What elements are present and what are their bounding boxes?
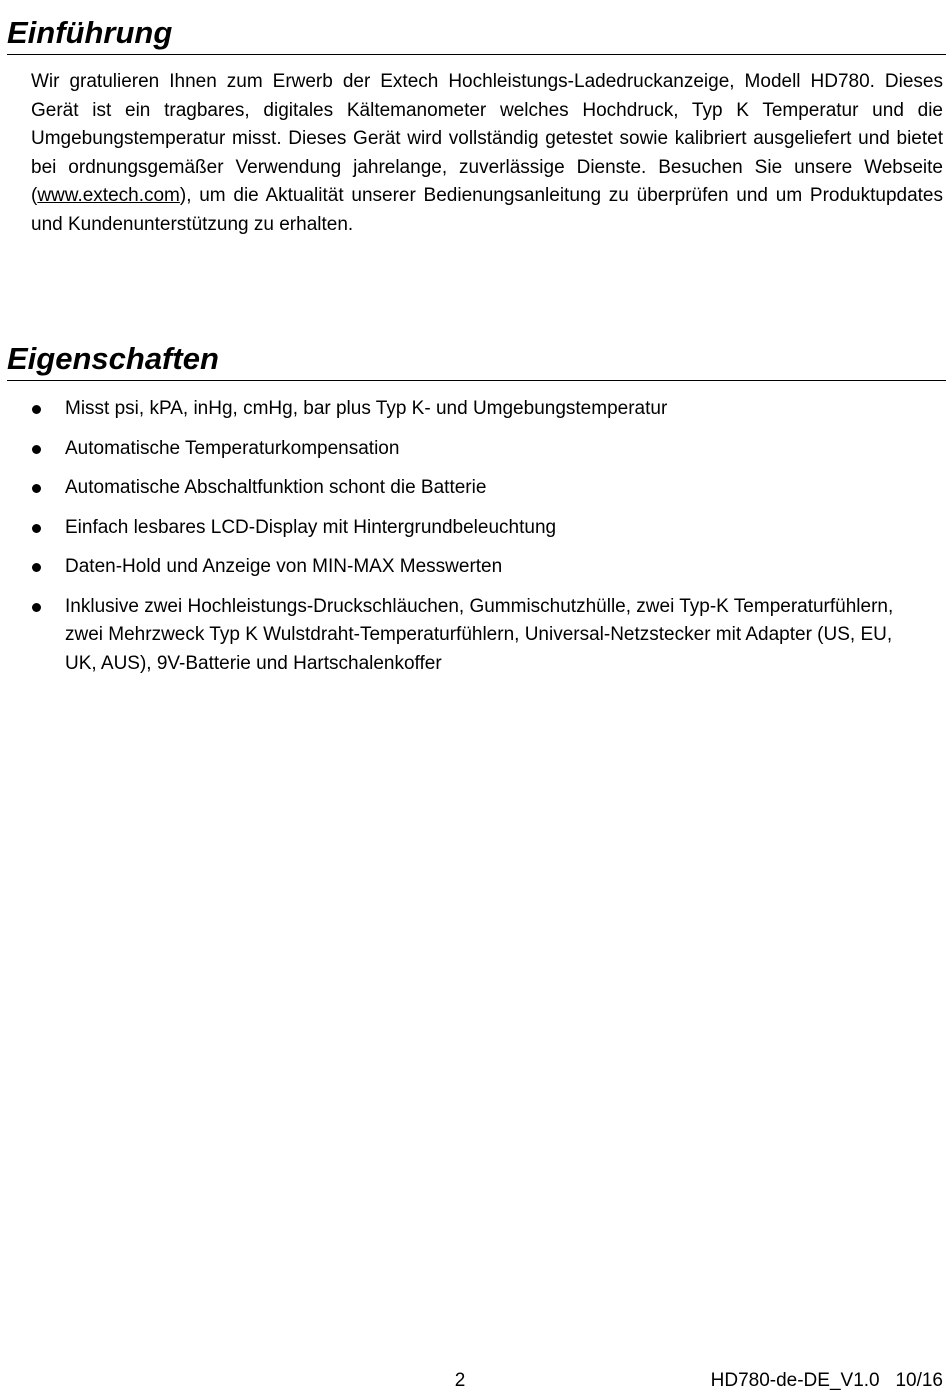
- feature-text: Einfach lesbares LCD-Display mit Hintergrundbeleuchtung: [65, 516, 557, 538]
- bullet-icon: [32, 563, 41, 572]
- features-heading: Eigenschaften: [7, 340, 946, 381]
- feature-item: [0, 395, 895, 424]
- intro-text-after-link: ), um die Aktualität unserer Bedienungsanleitung zu überprüfen und um Produktupdates und Kundenunterstützung zu erhalten.: [31, 185, 943, 235]
- feature-text: Automatische Temperaturkompensation: [65, 437, 400, 459]
- intro-heading: Einführung: [7, 14, 946, 55]
- document-code: HD780-de-DE_V1.0 10/16: [710, 1370, 943, 1391]
- features-list: [0, 395, 950, 689]
- feature-item: [0, 593, 895, 679]
- feature-text: Inklusive zwei Hochleistungs-Druckschläuchen, Gummischutzhülle, zwei Typ-K Temperaturfühlern, zwei Mehrzweck Typ K Wulstdraht-Temperaturfühlern, Universal-Netzstecker mit Adapter (US, EU, UK, AUS), 9V-Batterie und Hartschalenkoffer: [65, 595, 894, 674]
- bullet-icon: [32, 445, 41, 454]
- feature-text: Daten-Hold und Anzeige von MIN-MAX Messwerten: [65, 556, 503, 577]
- intro-text-before-link: Wir gratulieren Ihnen zum Erwerb der Extech Hochleistungs-Ladedruckanzeige, Modell HD780. Dieses Gerät ist ein tragbares, digitales Kältemanometer welches Hochdruck, Typ K Temperatur und die Umgebungstemperatur misst. Dieses Gerät wird vollständig getestet sowie kalibriert ausgeliefert und bietet bei ordnungsgemäßer Verwendung jahrelange, zuverlässige Dienste. Besuchen Sie unsere Webseite (: [31, 71, 943, 206]
- feature-item: [0, 553, 895, 582]
- feature-item: [0, 474, 895, 503]
- feature-text: Misst psi, kPA, inHg, cmHg, bar plus Typ K- und Umgebungstemperatur: [65, 398, 668, 419]
- bullet-icon: [32, 405, 41, 414]
- intro-paragraph: [31, 68, 943, 239]
- feature-item: [0, 435, 895, 464]
- feature-item: [0, 514, 895, 543]
- bullet-icon: [32, 484, 41, 493]
- website-link[interactable]: www.extech.com: [37, 185, 180, 206]
- bullet-icon: [32, 524, 41, 533]
- bullet-icon: [32, 603, 41, 612]
- feature-text: Automatische Abschaltfunktion schont die Batterie: [65, 477, 487, 498]
- page-number: 2: [454, 1370, 466, 1391]
